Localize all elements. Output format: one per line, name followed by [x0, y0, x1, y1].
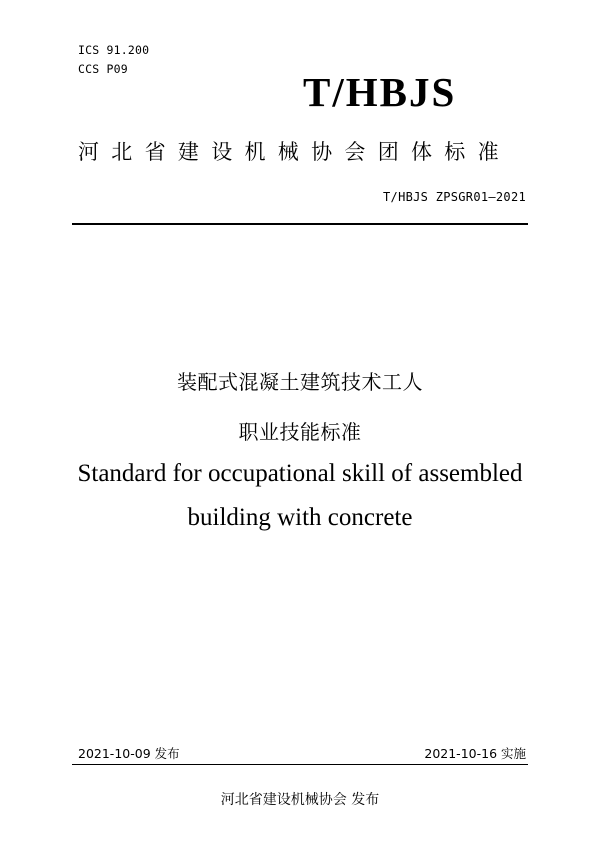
ics-code: ICS 91.200	[78, 43, 150, 57]
header-divider	[72, 223, 528, 225]
publisher: 河北省建设机械协会 发布	[220, 792, 380, 808]
ccs-code: CCS P09	[78, 62, 128, 76]
title-chinese-line-2: 职业技能标准	[238, 420, 362, 444]
title-english-line-1: Standard for occupational skill of assembled	[77, 460, 523, 487]
footer-divider	[72, 764, 528, 765]
implementation-date: 2021-10-16 实施	[424, 746, 526, 761]
title-english-line-2: building with concrete	[187, 504, 413, 531]
organization-title: 河北省建设机械协会团体标准	[78, 140, 511, 164]
title-chinese-line-1: 装配式混凝土建筑技术工人	[177, 370, 423, 394]
issue-date: 2021-10-09 发布	[78, 746, 180, 761]
standard-logo: T/HBJS	[303, 69, 457, 115]
standard-number: T/HBJS ZPSGR01—2021	[383, 190, 526, 204]
